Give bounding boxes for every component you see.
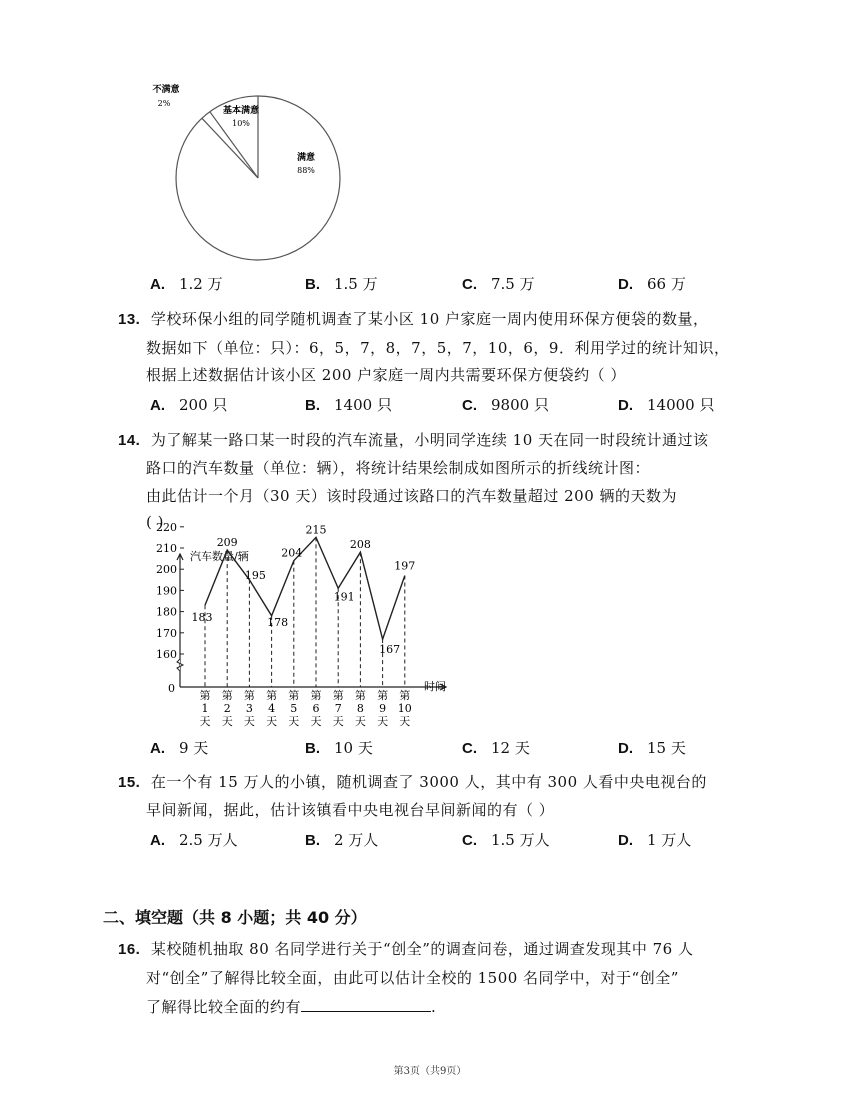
option-letter: D. xyxy=(618,397,633,414)
q13-option-a[interactable] xyxy=(150,394,227,415)
x-tick-label: 第 xyxy=(377,689,389,702)
option-letter: A. xyxy=(150,832,165,849)
option-letter: C. xyxy=(462,276,477,293)
option-text: 9 天 xyxy=(179,739,209,757)
option-text: 14000 只 xyxy=(647,396,715,414)
question-number: 15. xyxy=(118,774,141,791)
pie-pct-unsatisfied: 2% xyxy=(157,99,171,108)
x-tick-label: 天 xyxy=(332,715,344,728)
q13-line-3: 根据上述数据估计该小区 200 户家庭一周内共需要环保方便袋约（ ） xyxy=(146,366,626,384)
option-text: 7.5 万 xyxy=(491,275,535,293)
option-letter: B. xyxy=(305,832,320,849)
x-tick-label: 天 xyxy=(199,715,211,728)
x-tick-label: 3 xyxy=(245,702,253,715)
question-number: 14. xyxy=(118,432,141,449)
q15-option-c[interactable] xyxy=(462,829,550,850)
q14-line-2: 路口的汽车数量（单位：辆），将统计结果绘制成如图所示的折线统计图： xyxy=(146,459,651,477)
option-text: 1.5 万 xyxy=(334,275,378,293)
q14-option-a[interactable] xyxy=(150,737,208,758)
q16-line-3 xyxy=(146,996,436,1017)
option-letter: A. xyxy=(150,397,165,414)
option-text: 12 天 xyxy=(491,739,530,757)
x-tick-label: 第 xyxy=(288,689,300,702)
pie-chart xyxy=(140,78,380,268)
q14-option-b[interactable] xyxy=(305,737,373,758)
q16-line-1 xyxy=(118,938,694,959)
data-label: 183 xyxy=(191,611,213,625)
line-chart xyxy=(150,520,470,728)
x-tick-label: 第 xyxy=(266,689,278,702)
data-label: 204 xyxy=(281,546,303,560)
x-tick-label: 7 xyxy=(334,702,342,715)
pie-pct-satisfied: 88% xyxy=(297,166,315,175)
x-tick-label: 第 xyxy=(332,689,344,702)
q14-option-d[interactable] xyxy=(618,737,686,758)
q13-line-2: 数据如下（单位：只）：6，5，7，8，7，5，7，10，6，9．利用学过的统计知识， xyxy=(146,339,730,357)
x-tick-label: 第 xyxy=(310,689,322,702)
x-tick-label: 天 xyxy=(243,715,255,728)
x-tick-label: 1 xyxy=(201,702,209,715)
y-tick-label: 180 xyxy=(156,605,177,619)
option-text: 1.5 万人 xyxy=(491,831,550,849)
q12-option-a[interactable] xyxy=(150,273,223,294)
answer-blank[interactable] xyxy=(301,997,431,1012)
x-tick-label: 第 xyxy=(354,689,366,702)
y-tick-label: 190 xyxy=(156,584,177,598)
option-text: 1 万人 xyxy=(647,831,692,849)
data-label: 167 xyxy=(379,643,401,657)
data-label: 178 xyxy=(267,615,289,629)
option-text: 200 只 xyxy=(179,396,228,414)
question-text: 为了解某一路口某一时段的汽车流量，小明同学连续 10 天在同一时段统计通过该 xyxy=(150,431,709,449)
q14-line-1 xyxy=(118,429,709,450)
option-text: 10 天 xyxy=(334,739,373,757)
x-axis-label: 时间 xyxy=(424,680,446,693)
q13-option-c[interactable] xyxy=(462,394,549,415)
option-letter: B. xyxy=(305,397,320,414)
q14-line-4: ( ) xyxy=(146,513,164,531)
option-letter: A. xyxy=(150,740,165,757)
pie-label-unsatisfied: 不满意 xyxy=(152,85,180,95)
option-letter: B. xyxy=(305,740,320,757)
x-tick-label: 天 xyxy=(288,715,300,728)
pie-pct-basic: 10% xyxy=(232,119,250,128)
q13-line-1 xyxy=(118,308,709,329)
q15-option-b[interactable] xyxy=(305,829,378,850)
x-tick-label: 8 xyxy=(356,702,364,715)
x-tick-label: 2 xyxy=(223,702,231,715)
q12-option-c[interactable] xyxy=(462,273,535,294)
x-tick-label: 天 xyxy=(354,715,366,728)
x-tick-label: 第 xyxy=(221,689,233,702)
x-tick-label: 第 xyxy=(243,689,255,702)
data-label: 209 xyxy=(216,536,238,550)
x-tick-label: 第 xyxy=(199,689,211,702)
q12-option-d[interactable] xyxy=(618,273,686,294)
section-heading: 二、填空题（共 8 小题；共 40 分） xyxy=(103,908,367,927)
y-tick-label: 200 xyxy=(156,563,177,577)
option-text: 1400 只 xyxy=(334,396,392,414)
data-label: 197 xyxy=(394,559,416,573)
x-tick-label: 9 xyxy=(379,702,387,715)
option-letter: A. xyxy=(150,276,165,293)
question-number: 16. xyxy=(118,941,141,958)
y-tick-label: 210 xyxy=(156,542,177,555)
option-text: 1.2 万 xyxy=(179,275,223,293)
x-tick-label: 天 xyxy=(377,715,389,728)
q15-option-d[interactable] xyxy=(618,829,691,850)
x-tick-label: 10 xyxy=(397,702,412,715)
pie-label-basic: 基本满意 xyxy=(222,106,260,116)
option-text: 2.5 万人 xyxy=(179,831,238,849)
end-mark: . xyxy=(431,998,437,1016)
y-axis-label: 汽车数量/辆 xyxy=(190,550,249,563)
option-letter: B. xyxy=(305,276,320,293)
x-tick-label: 5 xyxy=(290,702,298,715)
q15-line-1 xyxy=(118,771,707,792)
x-tick-label: 天 xyxy=(221,715,233,728)
option-letter: D. xyxy=(618,276,633,293)
x-tick-label: 天 xyxy=(266,715,278,728)
option-text: 2 万人 xyxy=(334,831,379,849)
q16-line-2: 对“创全”了解得比较全面，由此可以估计全校的 1500 名同学中，对于“创全” xyxy=(146,969,679,987)
x-tick-label: 第 xyxy=(399,689,411,702)
y-tick-label: 170 xyxy=(156,626,177,640)
option-letter: C. xyxy=(462,740,477,757)
axis-break-mark xyxy=(177,659,183,671)
q15-option-a[interactable] xyxy=(150,829,238,850)
pie-label-satisfied: 满意 xyxy=(296,153,316,163)
option-text: 15 天 xyxy=(647,739,686,757)
data-label: 191 xyxy=(333,590,355,604)
question-text: 学校环保小组的同学随机调查了某小区 10 户家庭一周内使用环保方便袋的数量， xyxy=(150,310,709,328)
data-label: 195 xyxy=(244,568,266,582)
q15-line-2: 早间新闻，据此，估计该镇看中央电视台早间新闻的有（ ） xyxy=(146,801,555,819)
y-tick-label: 160 xyxy=(156,648,177,661)
q13-option-d[interactable] xyxy=(618,394,715,415)
question-text: 某校随机抽取 80 名同学进行关于“创全”的调查问卷，通过调查发现其中 76 人 xyxy=(150,940,694,958)
option-text: 66 万 xyxy=(647,275,686,293)
question-text: 在一个有 15 万人的小镇，随机调查了 3000 人，其中有 300 人看中央电视台的 xyxy=(150,773,707,791)
x-tick-label: 6 xyxy=(312,702,320,715)
option-letter: C. xyxy=(462,832,477,849)
y-tick-label: 220 xyxy=(156,520,177,534)
option-letter: D. xyxy=(618,740,633,757)
q12-option-b[interactable] xyxy=(305,273,378,294)
q13-option-b[interactable] xyxy=(305,394,392,415)
page-footer: 第3页（共9页） xyxy=(393,1066,467,1077)
question-text: 了解得比较全面的约有 xyxy=(146,998,302,1016)
origin-label: 0 xyxy=(168,682,175,695)
x-tick-label: 4 xyxy=(268,702,276,715)
question-number: 13. xyxy=(118,311,141,328)
x-tick-label: 天 xyxy=(310,715,322,728)
q14-option-c[interactable] xyxy=(462,737,530,758)
option-letter: C. xyxy=(462,397,477,414)
data-label: 215 xyxy=(305,523,327,537)
x-tick-label: 天 xyxy=(399,715,411,728)
option-text: 9800 只 xyxy=(491,396,549,414)
q14-line-3: 由此估计一个月（30 天）该时段通过该路口的汽车数量超过 200 辆的天数为 xyxy=(146,487,678,505)
option-letter: D. xyxy=(618,832,633,849)
data-label: 208 xyxy=(349,538,371,552)
